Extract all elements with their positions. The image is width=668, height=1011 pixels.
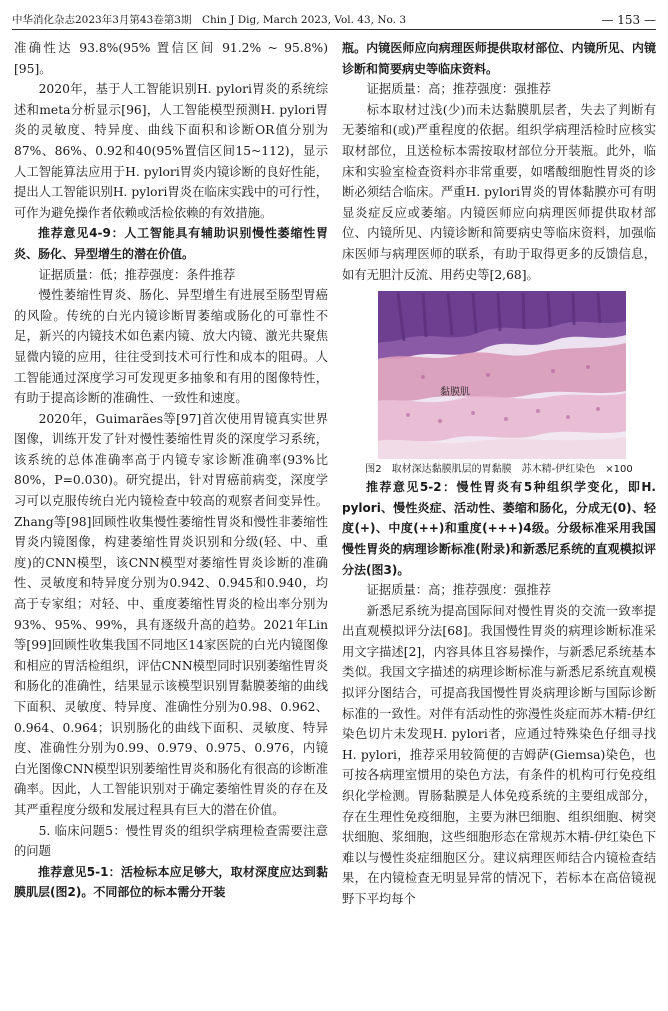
paragraph: 慢性萎缩性胃炎、肠化、异型增生有进展至肠型胃癌的风险。传统的白光内镜诊断胃萎缩或肠化的可靠性不足，新兴的内镜技术如色素内镜、放大内镜、激光共聚焦显微内镜的应用，往往受到技术可行性和成本的阻碍。人工智能通过深度学习可发现更多抽象和有用的图像特性，有助于提高诊断的准确性、一致性和速度。 xyxy=(14,288,328,406)
figure-caption: 图2 取材深达黏膜肌层的胃黏膜 苏木精-伊红染色 ×100 xyxy=(365,464,633,476)
evidence-quality: 证据质量：高；推荐强度：强推荐 xyxy=(366,82,552,97)
recommendation-heading: 推荐意见5-1：活检标本应足够大，取材深度应达到黏膜肌层(图2)。不同部位的标本需分开装 xyxy=(14,864,328,900)
section-heading: 5. 临床问题5：慢性胃炎的组织学病理检查需要注意的问题 xyxy=(14,823,328,859)
paragraph: 准确性达 93.8%(95% 置信区间 91.2% ~ 95.8%)[95]。 xyxy=(14,41,328,76)
page-number: — 153 — xyxy=(601,13,656,27)
recommendation-continuation: 瓶。内镜医师应向病理医师提供取材部位、内镜所见、内镜诊断和简要病史等临床资料。 xyxy=(342,41,656,76)
evidence-quality: 证据质量：高；推荐强度：强推荐 xyxy=(366,583,552,598)
left-column xyxy=(14,38,328,903)
histology-image xyxy=(378,291,626,459)
evidence-quality: 证据质量：低；推荐强度：条件推荐 xyxy=(38,267,236,282)
paragraph: 标本取材过浅(少)而未达黏膜肌层者，失去了判断有无萎缩和(或)严重程度的依据。组织学病理活检时应核实取材部位，且送检标本需按取材部位分开装瓶。此外，临床和实验室检查资料亦非常重要，如嗜酸细胞性胃炎的诊断必须结合临床。严重H. pylori胃炎的胃体黏膜亦可有明显炎症反应或萎缩。内镜医师应向病理医师提供取材部位、内镜所见、内镜诊断和简要病史等临床资料，加强临床医师与病理医师的联系，有助于取得更多的反馈信息，如有无胆汁反流、用药史等[2,68]。 xyxy=(342,102,656,282)
figure-label-muscularis-mucosae: 黏膜肌 xyxy=(440,387,470,399)
journal-citation: 中华消化杂志2023年3月第43卷第3期 Chin J Dig, March 2023, Vol. 43, No. 3 xyxy=(12,14,407,26)
histology-figure xyxy=(378,291,626,459)
paragraph: 2020年，基于人工智能识别H. pylori胃炎的系统综述和meta分析显示[96]，人工智能模型预测H. pylori胃炎的灵敏度、特异度、曲线下面积和诊断OR值分别为87%、86%、0.92和40(95%置信区间15~112)，显示人工智能算法应用于H. pylori胃炎内镜诊断的良好性能，提出人工智能识别H. pylori胃炎在临床实践中的可行性，可作为避免操作者依赖或活检依赖的有效措施。 xyxy=(14,82,328,220)
recommendation-heading: 推荐意见4-9：人工智能具有辅助识别慢性萎缩性胃炎、肠化、异型增生的潜在价值。 xyxy=(14,226,328,261)
page-header xyxy=(12,8,656,30)
paragraph: 2020年，Guimarães等[97]首次使用胃镜真实世界图像，训练开发了针对慢性萎缩性胃炎的深度学习系统，该系统的总体准确率高于内镜专家诊断准确率(93%比80%，P=0.030)。研究提出，针对胃癌前病变，深度学习可以克服传统白光内镜检查中较高的观察者间变异性。Zhang等[98]回顾性收集慢性萎缩性胃炎和慢性非萎缩性胃炎内镜图像，构建萎缩性胃炎识别和分级(轻、中、重度)的CNN模型，该CNN模型对萎缩性胃炎诊断的准确性、灵敏度和特异度分别为0.942、0.945和0.940，均高于专家组；对轻、中、重度萎缩性胃炎的检出率分别为93%、95%、99%，具有逐级升高的趋势。2021年Lin等[99]回顾性收集我国不同地区14家医院的白光内镜图像和相应的胃活检组织，评估CNN模型同时识别萎缩性胃炎和肠化的准确性，结果显示该模型识别胃黏膜萎缩的曲线下面积、灵敏度、特异度、准确性分别为0.98、0.962、0.964、0.964；识别肠化的曲线下面积、灵敏度、特异度、准确性分别为0.99、0.979、0.975、0.976，内镜白光图像CNN模型识别萎缩性胃炎和肠化有很高的诊断准确率。因此，人工智能识别对于确定萎缩性胃炎的存在及其严重程度分级和发展过程具有巨大的潜在价值。 xyxy=(14,411,328,817)
recommendation-heading: 推荐意见5-2：慢性胃炎有5种组织学变化，即H. pylori、慢性炎症、活动性、萎缩和肠化，分成无(0)、轻度(+)、中度(++)和重度(+++)4级。分级标准采用我国慢性胃炎的病理诊断标准(附录)和新悉尼系统的直观模拟评分法(图3)。 xyxy=(342,480,656,577)
paragraph: 新悉尼系统为提高国际间对慢性胃炎的交流一致率提出直观模拟评分法[68]。我国慢性胃炎的病理诊断标准采用文字描述[2]，内容具体且容易操作，与新悉尼系统基本类似。我国文字描述的病理诊断标准与新悉尼系统直观模拟评分图结合，可提高我国慢性胃炎病理诊断与国际诊断标准的一致性。对伴有活动性的弥漫性炎症而苏木精-伊红染色切片未发现H. pylori者，应通过特殊染色仔细寻找H. pylori，推荐采用较简便的吉姆萨(Giemsa)染色，也可按各病理室惯用的染色方法，有条件的机构可行免疫组织化学检测。胃肠黏膜是人体免疫系统的主要组成部分，存在生理性免疫细胞，主要为淋巴细胞、组织细胞、树突状细胞、浆细胞，这些细胞形态在常规苏木精-伊红染色下难以与慢性炎症细胞区分。建议病理医师结合内镜检查结果，在内镜检查无明显异常的情况下，若标本在高倍镜视野下平均每个 xyxy=(342,603,656,906)
right-column xyxy=(342,38,656,910)
